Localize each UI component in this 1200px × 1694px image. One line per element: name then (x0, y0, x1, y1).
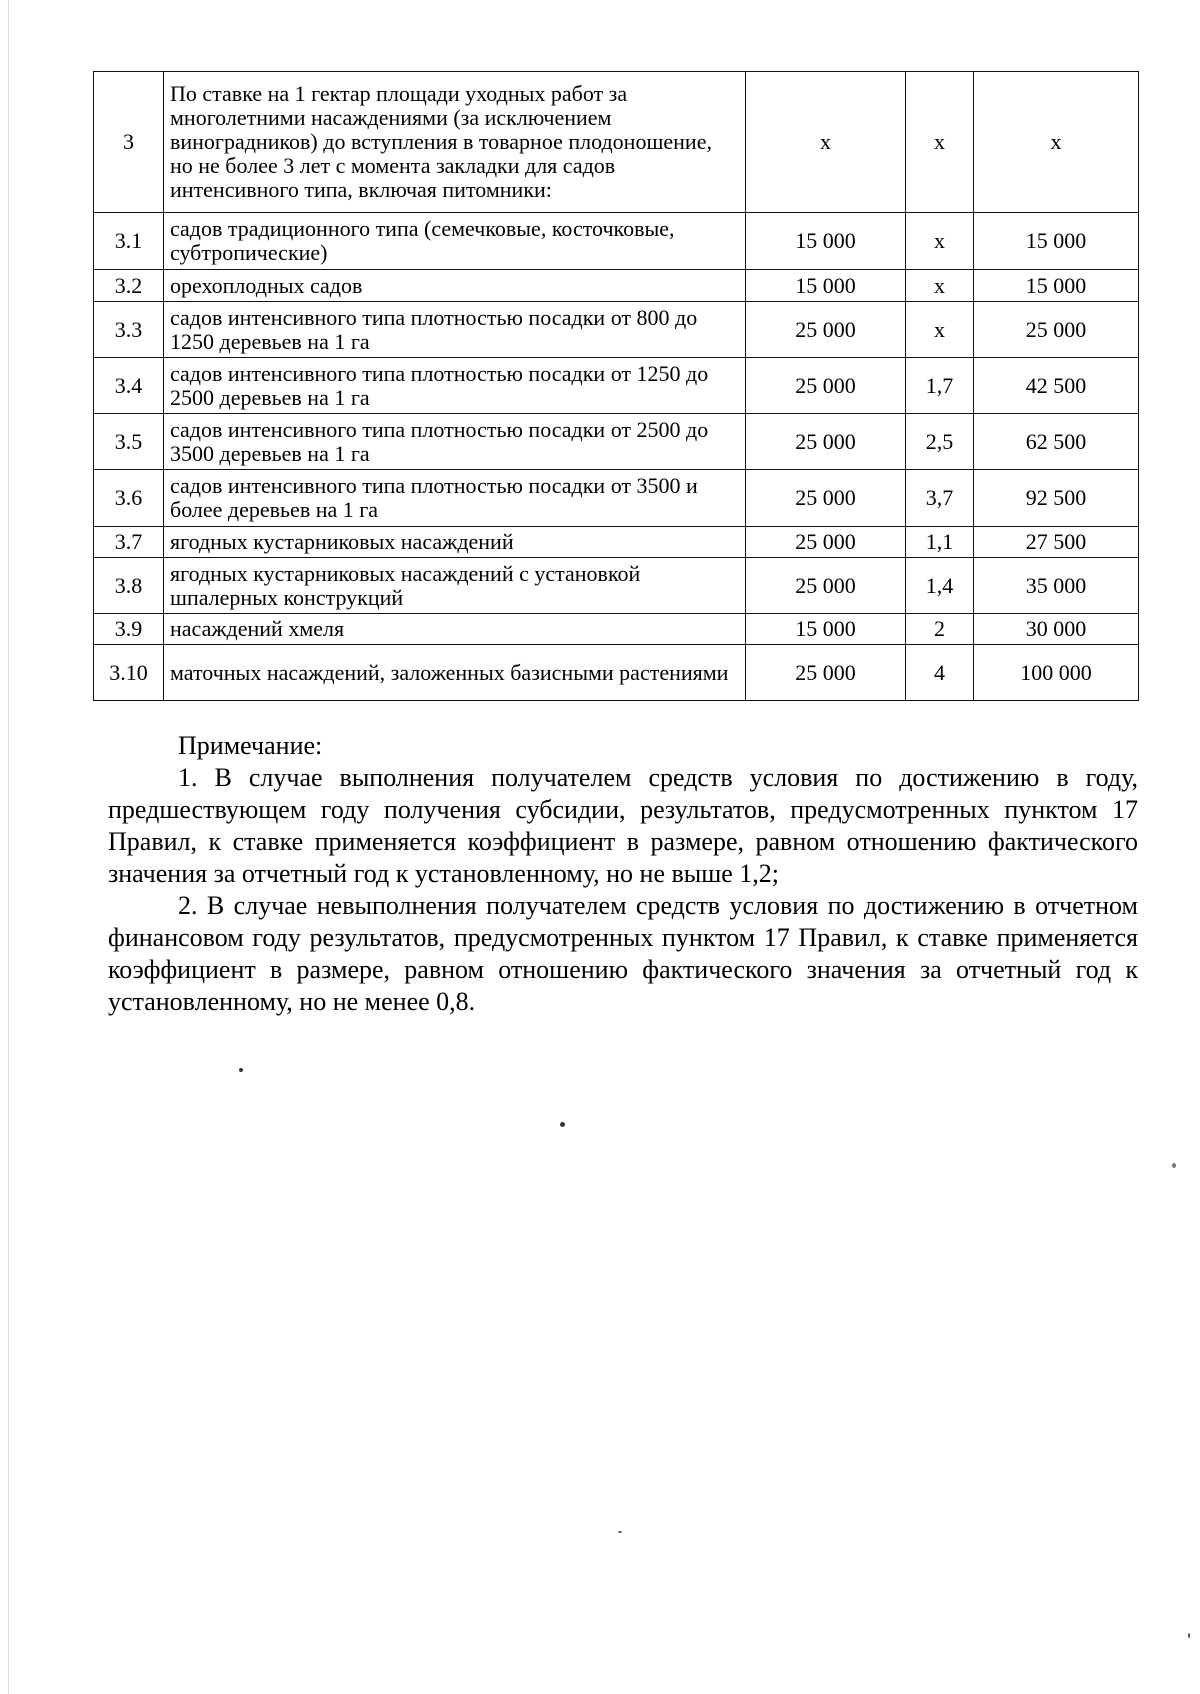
row-total: 27 500 (974, 527, 1139, 558)
note-item: 2. В случае невыполнения получателем средств условия по достижению в отчетном финансовом году результатов, предусмотренных пунктом 17 Правил, к ставке применяется коэффициент в размере, равном отношению фактического значения за отчетный год к установленному, но не менее 0,8. (108, 891, 1138, 1016)
row-description: ягодных кустарниковых насаждений с установкой шпалерных конструкций (164, 558, 746, 614)
row-total: 100 000 (974, 645, 1139, 701)
row-number: 3.8 (94, 558, 164, 614)
row-description: садов интенсивного типа плотностью посадки от 800 до 1250 деревьев на 1 га (164, 302, 746, 358)
note-item: 1. В случае выполнения получателем средств условия по достижению в году, предшествующем году получения субсидии, результатов, предусмотренных пунктом 17 Правил, к ставке применяется коэффициент в размере, равном отношению фактического значения за отчетный год к установленному, но не выше 1,2; (108, 763, 1138, 888)
row-coefficient: 4 (906, 645, 974, 701)
row-number: 3.6 (94, 470, 164, 527)
table-row (94, 213, 1139, 270)
row-coefficient: 1,4 (906, 558, 974, 614)
table-row (94, 72, 1139, 213)
rates-table (93, 71, 1139, 701)
row-total: x (974, 72, 1139, 213)
row-description: садов интенсивного типа плотностью посадки от 2500 до 3500 деревьев на 1 га (164, 414, 746, 470)
row-description: садов интенсивного типа плотностью посадки от 1250 до 2500 деревьев на 1 га (164, 358, 746, 414)
row-coefficient: 1,1 (906, 527, 974, 558)
table-row (94, 614, 1139, 645)
table-row (94, 414, 1139, 470)
row-coefficient: x (906, 270, 974, 302)
scan-speck (1188, 1633, 1190, 1638)
row-rate: 25 000 (746, 414, 906, 470)
row-coefficient: x (906, 302, 974, 358)
row-number: 3.7 (94, 527, 164, 558)
row-coefficient: 3,7 (906, 470, 974, 527)
scan-speck (618, 1531, 622, 1533)
scan-left-edge (8, 0, 9, 1694)
row-number: 3.2 (94, 270, 164, 302)
row-coefficient: x (906, 72, 974, 213)
row-description: садов традиционного типа (семечковые, косточковые, субтропические) (164, 213, 746, 270)
scan-speck (239, 1068, 243, 1072)
row-rate: 25 000 (746, 645, 906, 701)
row-rate: 15 000 (746, 614, 906, 645)
row-rate: 25 000 (746, 558, 906, 614)
row-total: 15 000 (974, 213, 1139, 270)
row-rate: 25 000 (746, 470, 906, 527)
table-row (94, 470, 1139, 527)
row-number: 3.3 (94, 302, 164, 358)
row-rate: 15 000 (746, 270, 906, 302)
row-description: садов интенсивного типа плотностью посадки от 3500 и более деревьев на 1 га (164, 470, 746, 527)
row-rate: 25 000 (746, 527, 906, 558)
scan-speck (1172, 1163, 1176, 1168)
table-row (94, 358, 1139, 414)
row-description: По ставке на 1 гектар площади уходных работ за многолетними насаждениями (за исключением виноградников) до вступления в товарное плодоношение, но не более 3 лет с момента закладки для садов интенсивного типа, включая питомники: (164, 72, 746, 213)
row-description: насаждений хмеля (164, 614, 746, 645)
row-total: 35 000 (974, 558, 1139, 614)
row-coefficient: 1,7 (906, 358, 974, 414)
table-row (94, 527, 1139, 558)
table-row (94, 558, 1139, 614)
row-total: 15 000 (974, 270, 1139, 302)
row-total: 42 500 (974, 358, 1139, 414)
row-coefficient: 2,5 (906, 414, 974, 470)
row-rate: 15 000 (746, 213, 906, 270)
notes-heading: Примечание: (178, 731, 323, 760)
notes-section (108, 730, 1138, 1018)
row-rate: x (746, 72, 906, 213)
row-total: 62 500 (974, 414, 1139, 470)
row-coefficient: 2 (906, 614, 974, 645)
table-row (94, 270, 1139, 302)
table-row (94, 645, 1139, 701)
row-rate: 25 000 (746, 302, 906, 358)
row-number: 3.5 (94, 414, 164, 470)
scan-speck (560, 1122, 565, 1127)
row-total: 92 500 (974, 470, 1139, 527)
row-total: 30 000 (974, 614, 1139, 645)
row-description: ягодных кустарниковых насаждений (164, 527, 746, 558)
row-number: 3.10 (94, 645, 164, 701)
row-number: 3.9 (94, 614, 164, 645)
row-coefficient: x (906, 213, 974, 270)
table-row (94, 302, 1139, 358)
row-rate: 25 000 (746, 358, 906, 414)
row-number: 3.4 (94, 358, 164, 414)
row-total: 25 000 (974, 302, 1139, 358)
row-number: 3 (94, 72, 164, 213)
row-description: орехоплодных садов (164, 270, 746, 302)
row-number: 3.1 (94, 213, 164, 270)
row-description: маточных насаждений, заложенных базисными растениями (164, 645, 746, 701)
